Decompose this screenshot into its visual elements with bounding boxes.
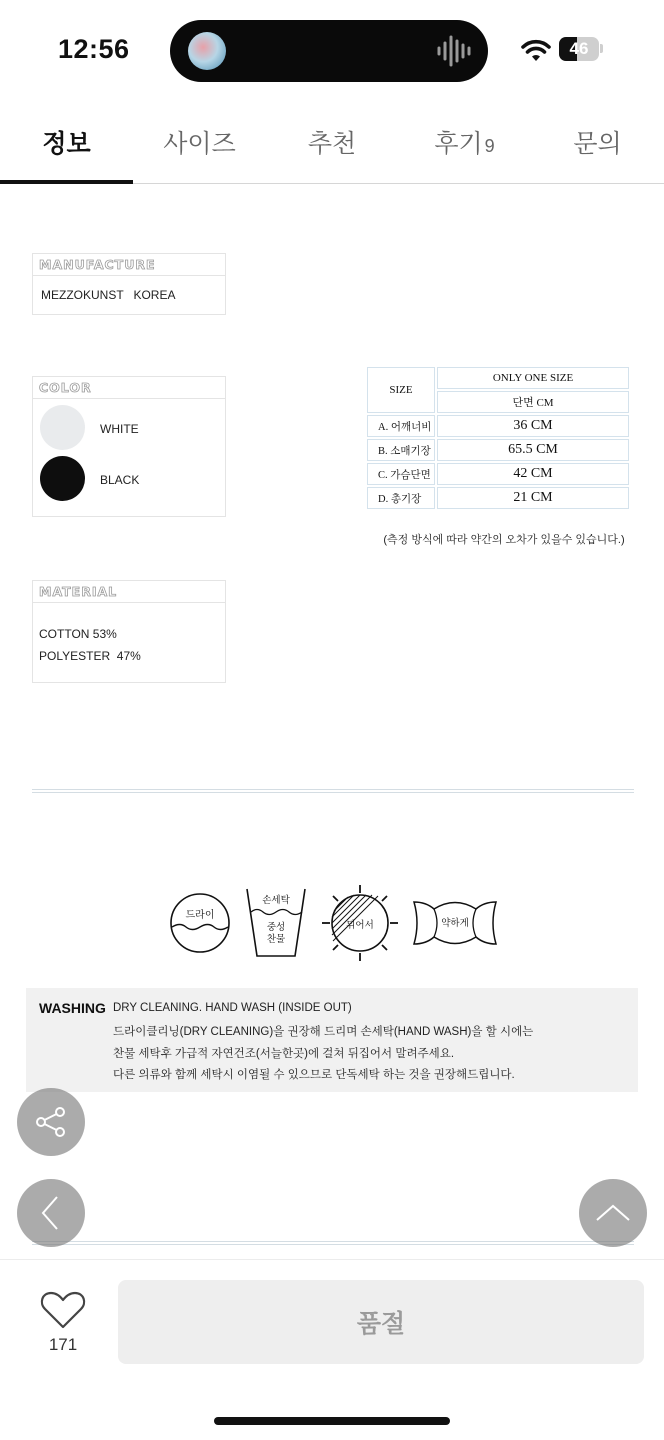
- dry-clean-icon: [168, 891, 232, 955]
- like-count: 171: [48, 1335, 78, 1354]
- battery-percent: 46: [569, 39, 589, 58]
- neutral-detergent-label: 중성: [266, 922, 286, 933]
- gentle-wash-icon: [412, 898, 498, 948]
- tab-info[interactable]: 정보: [42, 130, 91, 158]
- table-row: [367, 415, 629, 437]
- size-table: [365, 365, 631, 511]
- color-label: BLACK: [100, 473, 140, 487]
- battery-tip: [600, 44, 603, 53]
- back-button[interactable]: [17, 1179, 85, 1247]
- active-tab-indicator: [0, 180, 133, 184]
- dynamic-island[interactable]: [170, 20, 488, 82]
- wifi-icon: [520, 38, 552, 62]
- material-line: POLYESTER 47%: [39, 649, 141, 663]
- audio-waveform-icon: [436, 34, 472, 68]
- material-line: COTTON 53%: [39, 627, 117, 641]
- review-count: 9: [484, 136, 495, 156]
- material-heading: MATERIAL: [33, 581, 225, 603]
- dry-clean-label: 드라이: [185, 910, 215, 921]
- chevron-up-icon: [593, 1198, 633, 1228]
- manufacture-value: MEZZOKUNST KOREA: [41, 288, 176, 302]
- color-option-black: [33, 450, 225, 501]
- sold-out-button[interactable]: 품절: [118, 1280, 644, 1364]
- inside-out-icon: [320, 883, 400, 963]
- measure-value: 21 CM: [437, 487, 629, 509]
- scroll-top-button[interactable]: [579, 1179, 647, 1247]
- measure-label: B. 소매기장: [367, 439, 435, 461]
- color-swatch-black: [40, 456, 85, 501]
- unit-header: 단면 CM: [437, 391, 629, 413]
- manufacture-box: [32, 253, 226, 315]
- share-icon: [34, 1105, 68, 1139]
- color-swatch-white: [40, 405, 85, 450]
- tab-size[interactable]: 사이즈: [163, 130, 236, 158]
- color-label: WHITE: [100, 422, 139, 436]
- material-box: [32, 580, 226, 683]
- table-row: [367, 487, 629, 509]
- inside-out-label: 뒤어서: [346, 920, 374, 931]
- product-tabs: [0, 110, 664, 184]
- washing-line: 찬물 세탁후 가급적 자연건조(서늘한곳)에 걸쳐 뒤집어서 말려주세요.: [113, 1048, 455, 1060]
- share-button[interactable]: [17, 1088, 85, 1156]
- measure-label: A. 어깨너비: [367, 415, 435, 437]
- hand-wash-icon: [244, 886, 308, 960]
- measure-value: 36 CM: [437, 415, 629, 437]
- washing-instructions: [26, 988, 638, 1092]
- measure-value: 65.5 CM: [437, 439, 629, 461]
- manufacture-heading: MANUFACTURE: [33, 254, 225, 276]
- home-indicator[interactable]: [214, 1417, 450, 1425]
- washing-line: 다른 의류와 함께 세탁시 이염될 수 있으므로 단독세탁 하는 것을 권장해드립니다.: [113, 1069, 515, 1081]
- size-note: (측정 방식에 따라 약간의 오차가 있을수 있습니다.): [383, 534, 625, 546]
- like-button[interactable]: [38, 1290, 88, 1356]
- now-playing-artwork[interactable]: [188, 32, 226, 70]
- washing-title: WASHING: [39, 1000, 106, 1016]
- heart-icon: [38, 1290, 88, 1330]
- cold-water-label: 찬물: [266, 934, 286, 945]
- tab-recommend[interactable]: 추천: [307, 130, 357, 158]
- measure-value: 42 CM: [437, 463, 629, 485]
- hand-wash-label: 손세탁: [262, 895, 290, 906]
- measure-label: C. 가슴단면: [367, 463, 435, 485]
- status-time: 12:56: [58, 34, 130, 64]
- tab-reviews[interactable]: 후기 9: [434, 130, 495, 158]
- measure-label: D. 총기장: [367, 487, 435, 509]
- bottom-action-bar: [0, 1259, 664, 1440]
- section-divider: [32, 1241, 634, 1245]
- battery-icon: [559, 37, 599, 61]
- table-row: [367, 439, 629, 461]
- size-header: SIZE: [367, 367, 435, 413]
- color-box: [32, 376, 226, 517]
- one-size-header: ONLY ONE SIZE: [437, 367, 629, 389]
- tab-inquiry[interactable]: 문의: [573, 130, 622, 158]
- gentle-wash-label: 약하게: [441, 918, 469, 929]
- washing-line: DRY CLEANING. HAND WASH (INSIDE OUT): [113, 1002, 352, 1014]
- color-heading: COLOR: [33, 377, 225, 399]
- washing-line: 드라이클리닝(DRY CLEANING)을 권장해 드리며 손세탁(HAND WASH)을 할 시에는: [113, 1026, 534, 1038]
- section-divider: [32, 789, 634, 793]
- color-option-white: [33, 399, 225, 450]
- chevron-left-icon: [36, 1193, 66, 1233]
- table-row: [367, 463, 629, 485]
